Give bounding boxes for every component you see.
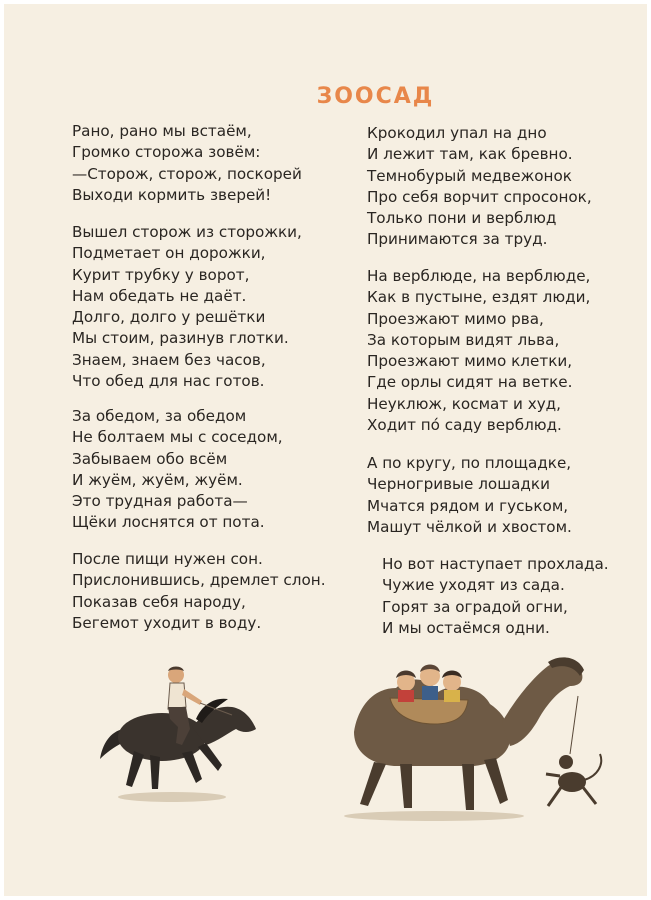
poem-line: Забываем обо всём (72, 449, 228, 468)
poem-line: И жуём, жуём, жуём. (72, 470, 243, 489)
poem-line: Мы стоим, разинув глотки. (72, 329, 289, 348)
camel-icon (344, 657, 584, 821)
poem-line: Вышел сторож из сторожки, (72, 223, 302, 241)
poem-line: Но вот наступает прохлада. (382, 555, 609, 573)
poem-line: Про себя ворчит спросонок, (367, 187, 592, 206)
poem-line: Долго, долго у решётки (72, 308, 266, 327)
pony-rider-illustration (92, 659, 272, 819)
poem-line: На верблюде, на верблюде, (367, 267, 591, 285)
poem-line: Ходит по́ саду верблюд. (367, 416, 562, 435)
poem-line: За обедом, за обедом (72, 407, 247, 425)
stanza-8 (382, 554, 609, 639)
poem-line: Крокодил упал на дно (367, 124, 547, 142)
poem-line: Чужие уходят из сада. (382, 576, 565, 595)
poem-line: Показав себя народу, (72, 592, 246, 611)
poem-line: Прислонившись, дремлет слон. (72, 571, 326, 590)
poem-line: —Сторож, сторож, поскорей (72, 164, 302, 183)
stanza-5 (367, 123, 592, 251)
poem-line: Не болтаем мы с соседом, (72, 428, 283, 447)
poem-line: А по кругу, по площадке, (367, 454, 572, 472)
poem-line: Темнобурый медвежонок (367, 166, 572, 185)
stanza-1 (72, 121, 302, 206)
poem-line: Только пони и верблюд (367, 209, 557, 228)
poem-line: Проезжают мимо клетки, (367, 352, 573, 371)
poem-line: Знаем, знаем без часов, (72, 350, 266, 369)
poem-line: И лежит там, как бревно. (367, 145, 573, 164)
stanza-3 (72, 406, 283, 534)
poem-line: Принимаются за труд. (367, 230, 548, 249)
stanza-2 (72, 222, 302, 392)
poem-line: Курит трубку у ворот, (72, 265, 250, 284)
poem-line: Мчатся рядом и гуськом, (367, 496, 569, 515)
poem-line: За которым видят льва, (367, 330, 560, 349)
poem-line: Нам обедать не даёт. (72, 286, 247, 305)
poem-line: Подметает он дорожки, (72, 244, 266, 263)
stanza-4 (72, 549, 326, 634)
poem-line: Громко сторожа зовём: (72, 143, 261, 162)
poem-line: Это трудная работа— (72, 492, 248, 511)
poem-line: Бегемот уходит в воду. (72, 613, 262, 632)
monkey-icon (546, 696, 601, 806)
book-page (4, 4, 647, 896)
poem-line: Горят за оградой огни, (382, 597, 568, 616)
poem-line: Как в пустыне, ездят люди, (367, 288, 591, 307)
poem-line: Что обед для нас готов. (72, 372, 265, 391)
poem-title: ЗООСАД (316, 84, 435, 109)
poem-line: После пищи нужен сон. (72, 550, 263, 568)
stanza-6 (367, 266, 590, 436)
poem-line: Неуклюж, космат и худ, (367, 394, 562, 413)
stanza-7 (367, 453, 572, 538)
poem-line: Машут чёлкой и хвостом. (367, 517, 572, 536)
children-basket-icon (390, 665, 468, 725)
poem-line: Щёки лоснятся от пота. (72, 513, 265, 532)
poem-line: Где орлы сидят на ветке. (367, 373, 573, 392)
camel-children-illustration (334, 636, 614, 826)
poem-line: Проезжают мимо рва, (367, 309, 544, 328)
poem-line: И мы остаёмся одни. (382, 618, 550, 637)
poem-line: Рано, рано мы встаём, (72, 122, 252, 140)
poem-line: Выходи кормить зверей! (72, 185, 272, 204)
poem-line: Черногривые лошадки (367, 475, 550, 494)
